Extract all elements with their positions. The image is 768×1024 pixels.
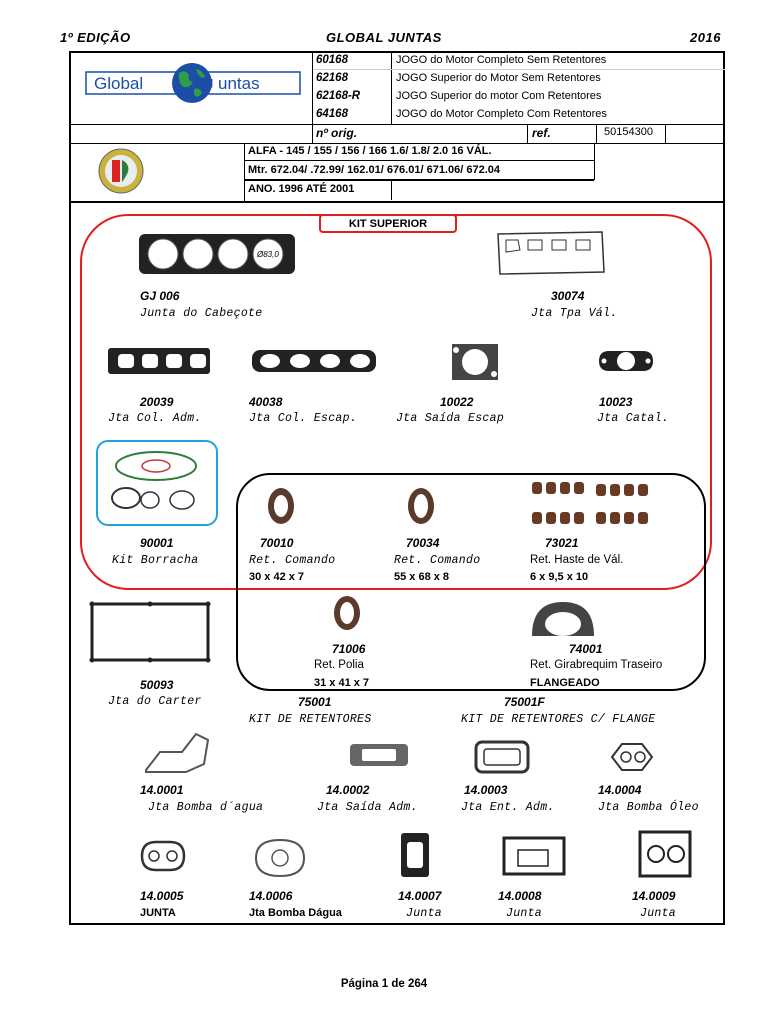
kit-code-2: 62168	[316, 72, 348, 84]
part-desc-40038: Jta Col. Escap.	[249, 412, 358, 425]
part-desc-14-0003: Jta Ent. Adm.	[461, 801, 555, 814]
intake-gasket-image	[106, 342, 212, 382]
part-desc-14-0001: Jta Bomba d´agua	[148, 801, 264, 814]
junta-14-0009-image	[634, 826, 696, 880]
part-code-70010: 70010	[260, 536, 294, 550]
part-desc-71006: Ret. Polia	[314, 659, 364, 671]
rubber-kit-image	[104, 446, 210, 516]
part-size-70034: 55 x 68 x 8	[394, 571, 450, 583]
cam-seal-70010-image	[266, 486, 296, 526]
part-desc-73021: Ret. Haste de Vál.	[530, 554, 624, 566]
intake-entry-gasket-image	[474, 740, 530, 774]
part-code-20039: 20039	[140, 395, 174, 409]
vehicle-year: ANO. 1996 ATÉ 2001	[248, 183, 355, 195]
exhaust-outlet-gasket-image	[446, 340, 504, 384]
part-desc-50093: Jta do Carter	[108, 695, 202, 708]
junta-14-0005-image	[138, 836, 188, 876]
oil-pan-gasket-image	[86, 598, 214, 668]
part-code-14-0005: 14.0005	[140, 889, 184, 903]
part-code-75001f: 75001F	[504, 695, 545, 709]
part-code-10022: 10022	[440, 395, 474, 409]
kit-superior-label: KIT SUPERIOR	[319, 214, 457, 233]
part-desc-14-0009: Junta	[640, 907, 677, 920]
part-desc-gj006: Junta do Cabeçote	[140, 307, 263, 320]
part-code-90001: 90001	[140, 536, 174, 550]
part-desc-70010: Ret. Comando	[249, 554, 336, 567]
pulley-seal-image	[332, 594, 362, 632]
oil-pump-gasket-image	[608, 740, 656, 774]
part-code-71006: 71006	[332, 642, 366, 656]
head-gasket-image	[137, 228, 297, 280]
part-code-14-0001: 14.0001	[140, 783, 184, 797]
part-code-14-0004: 14.0004	[598, 783, 642, 797]
part-code-50093: 50093	[140, 678, 174, 692]
part-desc-14-0004: Jta Bomba Óleo	[598, 801, 699, 814]
part-code-14-0002: 14.0002	[326, 783, 370, 797]
part-code-14-0009: 14.0009	[632, 889, 676, 903]
part-code-74001: 74001	[569, 642, 603, 656]
part-code-75001: 75001	[298, 695, 332, 709]
part-desc-75001: KIT DE RETENTORES	[249, 713, 372, 726]
valve-stem-seals-image	[530, 480, 652, 530]
orig-label: nº orig.	[316, 126, 358, 140]
kit-desc-4: JOGO do Motor Completo Com Retentores	[396, 108, 607, 120]
part-code-30074: 30074	[551, 289, 585, 303]
part-size-74001: FLANGEADO	[530, 677, 600, 689]
part-desc-90001: Kit Borracha	[112, 554, 199, 567]
svg-text:Global: Global	[94, 74, 144, 93]
part-code-73021: 73021	[545, 536, 579, 550]
ref-label: ref.	[532, 126, 551, 140]
part-code-40038: 40038	[249, 395, 283, 409]
catalyst-gasket-image	[595, 346, 657, 376]
kit-code-1: 60168	[316, 54, 348, 66]
kit-code-3: 62168-R	[316, 90, 361, 102]
junta-14-0008-image	[498, 830, 570, 880]
edition-label: 1º EDIÇÃO	[60, 30, 131, 45]
crankshaft-seal-image	[528, 598, 598, 638]
vehicle-model: ALFA - 145 / 155 / 156 / 166 1.6/ 1.8/ 2.0 16 VÁL.	[248, 145, 492, 157]
kit-desc-2: JOGO Superior do Motor Sem Retentores	[396, 72, 601, 84]
part-size-71006: 31 x 41 x 7	[314, 677, 370, 689]
part-desc-14-0007: Junta	[406, 907, 443, 920]
cam-seal-70034-image	[406, 486, 436, 526]
svg-text:untas: untas	[218, 74, 260, 93]
part-size-70010: 30 x 42 x 7	[249, 571, 305, 583]
part-desc-20039: Jta Col. Adm.	[108, 412, 202, 425]
part-code-14-0008: 14.0008	[498, 889, 542, 903]
junta-14-0007-image	[398, 830, 432, 880]
part-desc-75001f: KIT DE RETENTORES C/ FLANGE	[461, 713, 656, 726]
water-pump-gasket-image	[140, 730, 224, 780]
part-code-gj006: GJ 006	[140, 289, 180, 303]
alfa-romeo-badge	[98, 146, 144, 201]
global-juntas-logo	[82, 61, 304, 107]
intake-outlet-gasket-image	[348, 740, 410, 770]
part-code-10023: 10023	[599, 395, 633, 409]
part-desc-10022: Jta Saída Escap	[396, 412, 505, 425]
part-code-14-0007: 14.0007	[398, 889, 442, 903]
part-code-14-0006: 14.0006	[249, 889, 293, 903]
vehicle-engine: Mtr. 672.04/ .72.99/ 162.01/ 676.01/ 671.06/ 672.04	[248, 164, 500, 176]
year-label: 2016	[690, 30, 721, 45]
kit-desc-1: JOGO do Motor Completo Sem Retentores	[396, 54, 607, 66]
brand-title: GLOBAL JUNTAS	[326, 30, 442, 45]
part-code-70034: 70034	[406, 536, 440, 550]
kit-desc-3: JOGO Superior do motor Com Retentores	[396, 90, 602, 102]
part-desc-14-0005: JUNTA	[140, 907, 176, 919]
part-desc-14-0006: Jta Bomba Dágua	[249, 907, 342, 919]
part-desc-30074: Jta Tpa Vál.	[531, 307, 618, 320]
page-number: Página 1 de 264	[340, 978, 428, 990]
svg-text:Ø83,0: Ø83,0	[257, 250, 279, 259]
part-desc-10023: Jta Catal.	[597, 412, 670, 425]
ref-value: 50154300	[604, 126, 653, 138]
part-desc-70034: Ret. Comando	[394, 554, 481, 567]
part-desc-14-0008: Junta	[506, 907, 543, 920]
water-pump-gasket-2-image	[250, 836, 310, 880]
valve-cover-gasket-image	[494, 228, 608, 278]
svg-text:J: J	[206, 76, 214, 93]
part-desc-14-0002: Jta Saída Adm.	[317, 801, 418, 814]
exhaust-gasket-image	[250, 346, 378, 376]
part-size-73021: 6 x 9,5 x 10	[530, 571, 589, 583]
kit-code-4: 64168	[316, 108, 348, 120]
part-code-14-0003: 14.0003	[464, 783, 508, 797]
part-desc-74001: Ret. Girabrequim Traseiro	[530, 659, 663, 671]
